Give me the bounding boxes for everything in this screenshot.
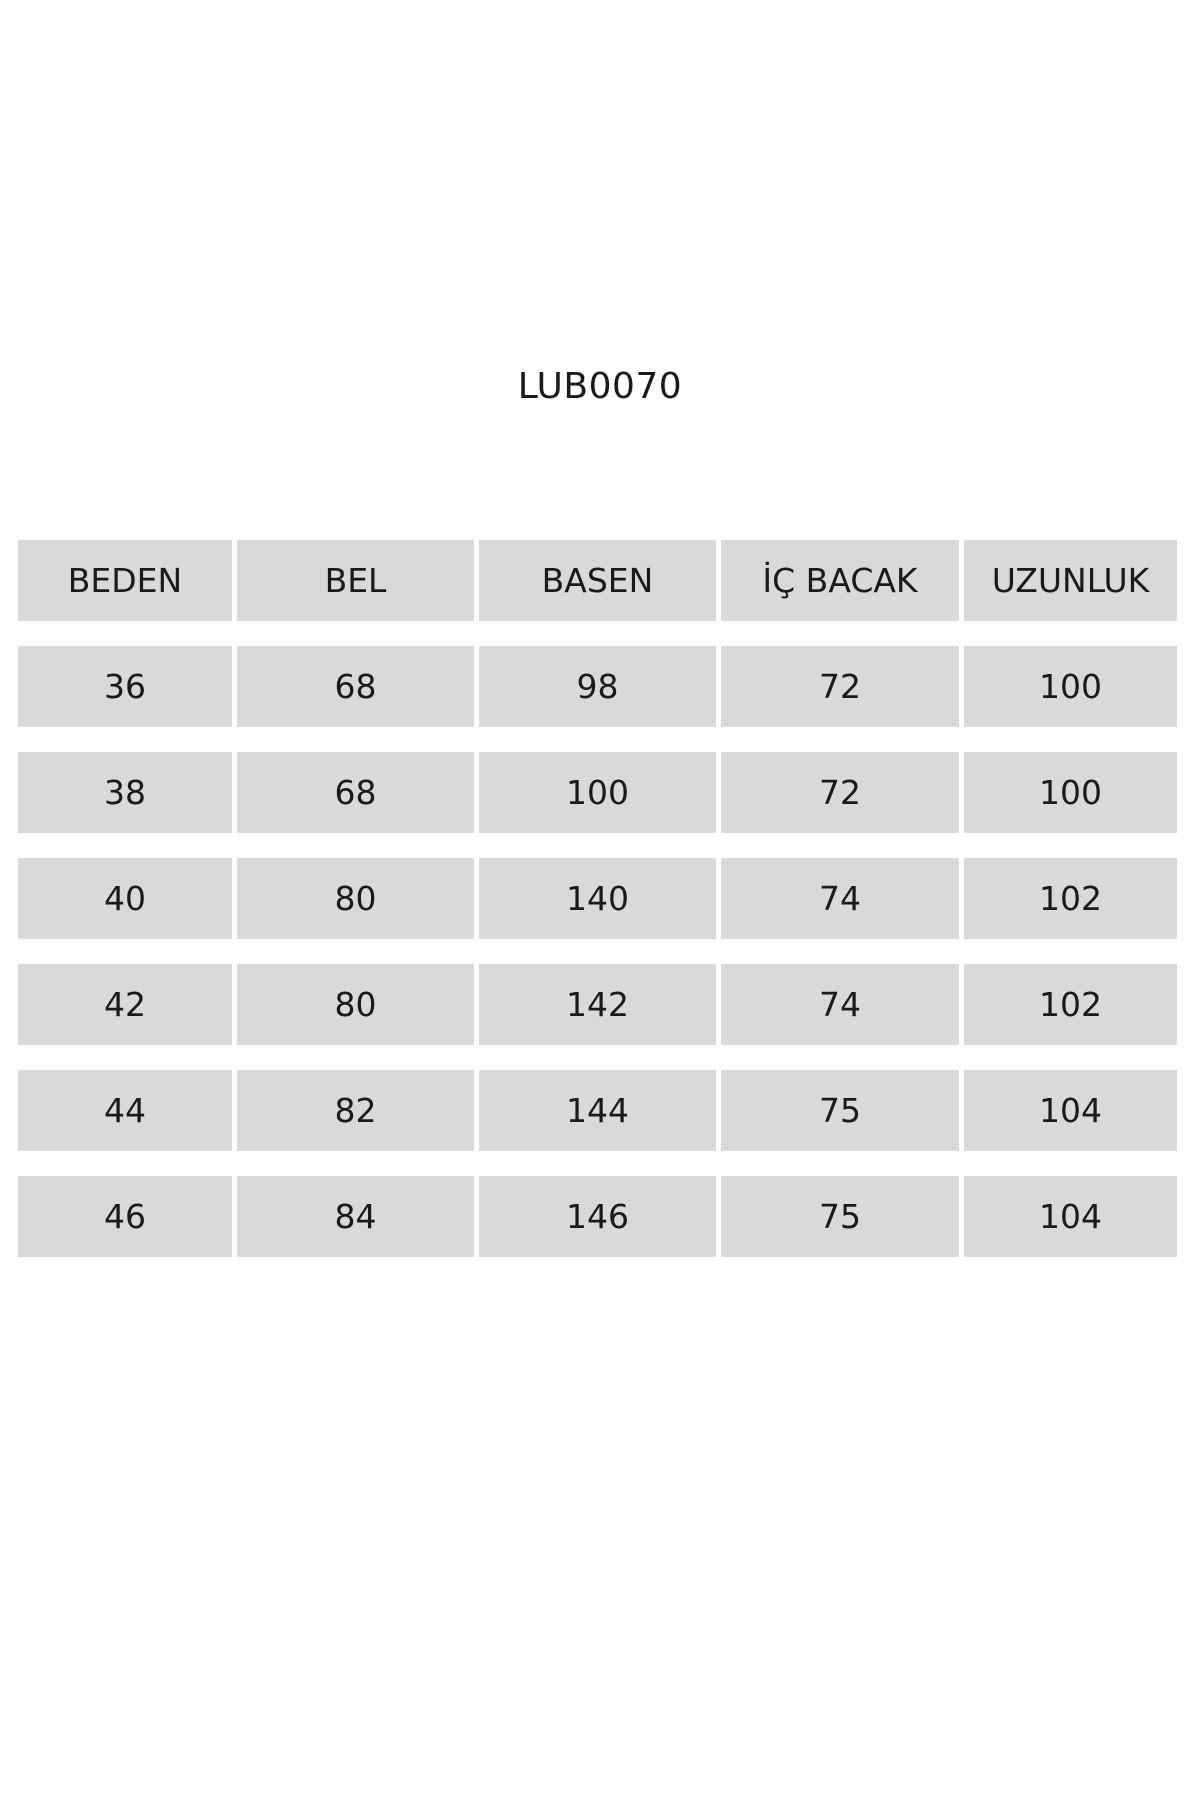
table-cell: 74 [721, 858, 959, 939]
table-cell: 75 [721, 1176, 959, 1257]
table-cell: 102 [964, 858, 1177, 939]
table-cell: 72 [721, 646, 959, 727]
table-cell: 142 [479, 964, 716, 1045]
table-row [18, 752, 1182, 833]
table-cell: 144 [479, 1070, 716, 1151]
table-cell: 82 [237, 1070, 474, 1151]
table-cell: 46 [18, 1176, 232, 1257]
table-cell: 100 [479, 752, 716, 833]
table-cell: 44 [18, 1070, 232, 1151]
table-row [18, 964, 1182, 1045]
table-row [18, 1070, 1182, 1151]
table-cell: 36 [18, 646, 232, 727]
header-cell-basen: BASEN [479, 540, 716, 621]
table-cell: 102 [964, 964, 1177, 1045]
table-cell: 84 [237, 1176, 474, 1257]
table-row [18, 1176, 1182, 1257]
table-cell: 38 [18, 752, 232, 833]
header-cell-ic-bacak: İÇ BACAK [721, 540, 959, 621]
table-cell: 40 [18, 858, 232, 939]
table-cell: 42 [18, 964, 232, 1045]
table-cell: 68 [237, 752, 474, 833]
table-cell: 74 [721, 964, 959, 1045]
header-cell-beden: BEDEN [18, 540, 232, 621]
table-cell: 80 [237, 964, 474, 1045]
table-cell: 80 [237, 858, 474, 939]
table-cell: 146 [479, 1176, 716, 1257]
size-chart-table [18, 540, 1182, 1282]
header-cell-bel: BEL [237, 540, 474, 621]
product-code-title: LUB0070 [517, 366, 683, 407]
table-cell: 104 [964, 1070, 1177, 1151]
header-cell-uzunluk: UZUNLUK [964, 540, 1177, 621]
table-cell: 75 [721, 1070, 959, 1151]
table-row [18, 858, 1182, 939]
table-cell: 100 [964, 646, 1177, 727]
table-cell: 104 [964, 1176, 1177, 1257]
table-header-row [18, 540, 1182, 621]
table-cell: 100 [964, 752, 1177, 833]
table-row [18, 646, 1182, 727]
table-cell: 68 [237, 646, 474, 727]
table-cell: 140 [479, 858, 716, 939]
table-cell: 98 [479, 646, 716, 727]
table-cell: 72 [721, 752, 959, 833]
